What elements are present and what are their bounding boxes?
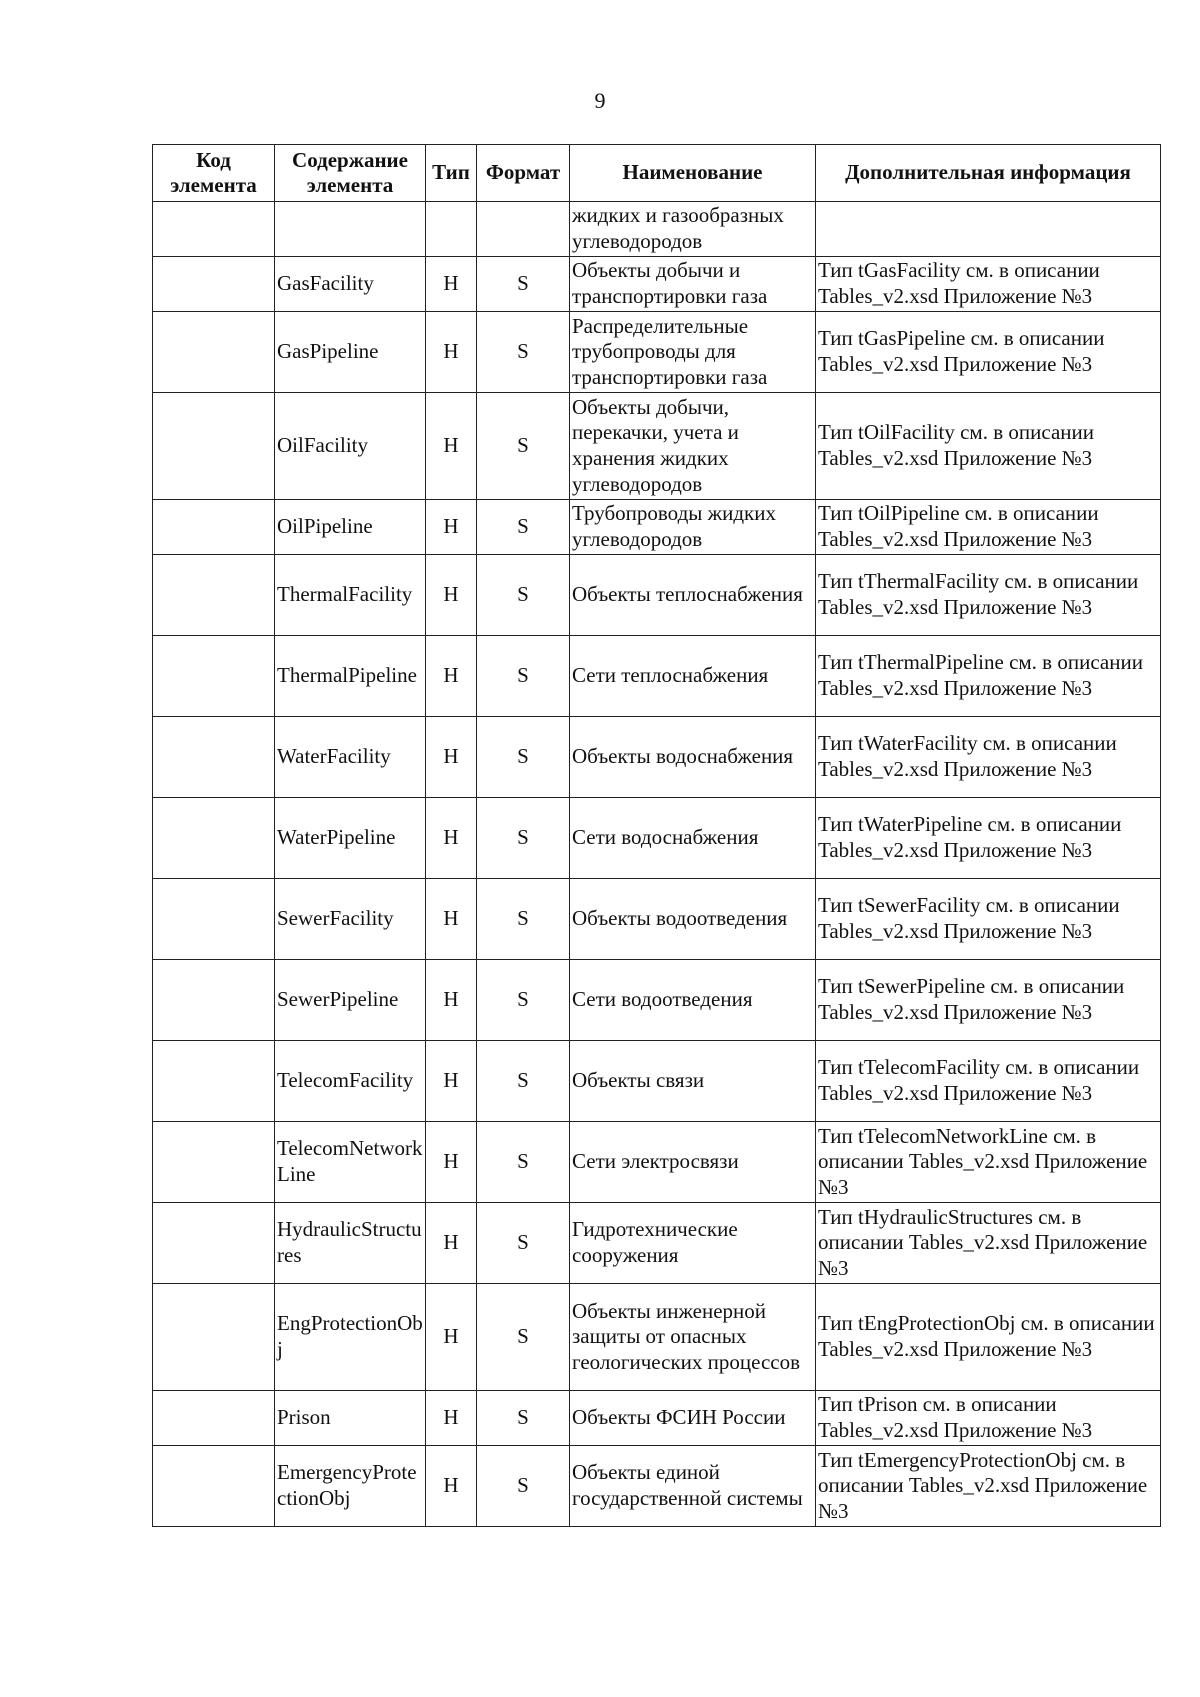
table-row bbox=[153, 879, 1161, 960]
cell-element: HydraulicStructures bbox=[275, 1203, 426, 1284]
cell-element: Prison bbox=[275, 1391, 426, 1446]
cell-format: S bbox=[477, 500, 570, 555]
cell-name: Объекты водоотведения bbox=[570, 879, 816, 960]
cell-format: S bbox=[477, 1446, 570, 1527]
cell-name: Сети водоснабжения bbox=[570, 798, 816, 879]
cell-info: Тип tOilFacility см. в описании Tables_v2.xsd Приложение №3 bbox=[816, 393, 1161, 500]
cell-info: Тип tGasFacility см. в описании Tables_v2.xsd Приложение №3 bbox=[816, 257, 1161, 312]
cell-info: Тип tWaterFacility см. в описании Tables_v2.xsd Приложение №3 bbox=[816, 717, 1161, 798]
cell-format: S bbox=[477, 555, 570, 636]
cell-code bbox=[153, 717, 275, 798]
table-row bbox=[153, 1446, 1161, 1527]
cell-element: TelecomNetworkLine bbox=[275, 1122, 426, 1203]
cell-type: Н bbox=[426, 1284, 477, 1391]
elements-table bbox=[152, 144, 1161, 1527]
cell-type: Н bbox=[426, 1041, 477, 1122]
cell-format: S bbox=[477, 1284, 570, 1391]
cell-code bbox=[153, 202, 275, 257]
cell-format: S bbox=[477, 960, 570, 1041]
table-row bbox=[153, 1203, 1161, 1284]
table-row bbox=[153, 636, 1161, 717]
cell-name: Объекты добычи, перекачки, учета и хранения жидких углеводородов bbox=[570, 393, 816, 500]
cell-code bbox=[153, 1203, 275, 1284]
table-row bbox=[153, 717, 1161, 798]
table-row bbox=[153, 798, 1161, 879]
cell-name: Объекты добычи и транспортировки газа bbox=[570, 257, 816, 312]
table-row bbox=[153, 960, 1161, 1041]
cell-element: TelecomFacility bbox=[275, 1041, 426, 1122]
cell-type: Н bbox=[426, 960, 477, 1041]
cell-code bbox=[153, 393, 275, 500]
cell-info: Тип tThermalPipeline см. в описании Tables_v2.xsd Приложение №3 bbox=[816, 636, 1161, 717]
cell-name: Распределительные трубопроводы для транспортировки газа bbox=[570, 312, 816, 393]
header-type: Тип bbox=[426, 145, 477, 202]
cell-info: Тип tWaterPipeline см. в описании Tables_v2.xsd Приложение №3 bbox=[816, 798, 1161, 879]
cell-name: Гидротехнические сооружения bbox=[570, 1203, 816, 1284]
cell-type: Н bbox=[426, 1203, 477, 1284]
cell-type: Н bbox=[426, 500, 477, 555]
cell-type: Н bbox=[426, 636, 477, 717]
cell-info: Тип tTelecomFacility см. в описании Tables_v2.xsd Приложение №3 bbox=[816, 1041, 1161, 1122]
cell-code bbox=[153, 879, 275, 960]
cell-info: Тип tSewerFacility см. в описании Tables_v2.xsd Приложение №3 bbox=[816, 879, 1161, 960]
cell-format bbox=[477, 202, 570, 257]
cell-name: Объекты водоснабжения bbox=[570, 717, 816, 798]
cell-element: SewerFacility bbox=[275, 879, 426, 960]
cell-info: Тип tGasPipeline см. в описании Tables_v2.xsd Приложение №3 bbox=[816, 312, 1161, 393]
cell-name: жидких и газообразных углеводородов bbox=[570, 202, 816, 257]
cell-code bbox=[153, 312, 275, 393]
cell-type: Н bbox=[426, 1122, 477, 1203]
cell-type: Н bbox=[426, 1446, 477, 1527]
cell-element: ThermalFacility bbox=[275, 555, 426, 636]
cell-code bbox=[153, 636, 275, 717]
cell-info: Тип tPrison см. в описании Tables_v2.xsd Приложение №3 bbox=[816, 1391, 1161, 1446]
table-row bbox=[153, 555, 1161, 636]
cell-format: S bbox=[477, 1203, 570, 1284]
cell-element: OilFacility bbox=[275, 393, 426, 500]
cell-element: OilPipeline bbox=[275, 500, 426, 555]
cell-element bbox=[275, 202, 426, 257]
cell-info: Тип tThermalFacility см. в описании Tables_v2.xsd Приложение №3 bbox=[816, 555, 1161, 636]
cell-code bbox=[153, 798, 275, 879]
cell-format: S bbox=[477, 1041, 570, 1122]
cell-info: Тип tOilPipeline см. в описании Tables_v2.xsd Приложение №3 bbox=[816, 500, 1161, 555]
cell-format: S bbox=[477, 636, 570, 717]
cell-name: Сети электросвязи bbox=[570, 1122, 816, 1203]
cell-element: WaterPipeline bbox=[275, 798, 426, 879]
cell-name: Объекты единой государственной системы bbox=[570, 1446, 816, 1527]
cell-element: GasFacility bbox=[275, 257, 426, 312]
table-row bbox=[153, 1284, 1161, 1391]
cell-type: Н bbox=[426, 1391, 477, 1446]
table-row bbox=[153, 202, 1161, 257]
cell-type: Н bbox=[426, 798, 477, 879]
cell-format: S bbox=[477, 1391, 570, 1446]
table-row bbox=[153, 1122, 1161, 1203]
cell-code bbox=[153, 500, 275, 555]
cell-code bbox=[153, 1284, 275, 1391]
cell-format: S bbox=[477, 257, 570, 312]
cell-info: Тип tHydraulicStructures см. в описании Tables_v2.xsd Приложение №3 bbox=[816, 1203, 1161, 1284]
cell-type: Н bbox=[426, 879, 477, 960]
cell-info: Тип tSewerPipeline см. в описании Tables_v2.xsd Приложение №3 bbox=[816, 960, 1161, 1041]
table-row bbox=[153, 312, 1161, 393]
cell-element: SewerPipeline bbox=[275, 960, 426, 1041]
cell-type: Н bbox=[426, 717, 477, 798]
cell-code bbox=[153, 1041, 275, 1122]
header-info: Дополнительная информация bbox=[816, 145, 1161, 202]
cell-type bbox=[426, 202, 477, 257]
cell-element: GasPipeline bbox=[275, 312, 426, 393]
cell-element: EngProtectionObj bbox=[275, 1284, 426, 1391]
cell-name: Сети теплоснабжения bbox=[570, 636, 816, 717]
cell-format: S bbox=[477, 717, 570, 798]
cell-name: Объекты ФСИН России bbox=[570, 1391, 816, 1446]
table-row bbox=[153, 393, 1161, 500]
cell-type: Н bbox=[426, 555, 477, 636]
cell-info: Тип tEmergencyProtectionObj см. в описании Tables_v2.xsd Приложение №3 bbox=[816, 1446, 1161, 1527]
cell-format: S bbox=[477, 1122, 570, 1203]
cell-element: WaterFacility bbox=[275, 717, 426, 798]
cell-format: S bbox=[477, 879, 570, 960]
cell-format: S bbox=[477, 312, 570, 393]
cell-element: ThermalPipeline bbox=[275, 636, 426, 717]
cell-format: S bbox=[477, 393, 570, 500]
cell-code bbox=[153, 1122, 275, 1203]
page-number: 9 bbox=[594, 88, 606, 113]
cell-name: Объекты теплоснабжения bbox=[570, 555, 816, 636]
cell-code bbox=[153, 1446, 275, 1527]
cell-code bbox=[153, 1391, 275, 1446]
header-content: Содержание элемента bbox=[275, 145, 426, 202]
cell-info: Тип tEngProtectionObj см. в описании Tables_v2.xsd Приложение №3 bbox=[816, 1284, 1161, 1391]
table-row bbox=[153, 1391, 1161, 1446]
cell-name: Сети водоотведения bbox=[570, 960, 816, 1041]
table-row bbox=[153, 500, 1161, 555]
cell-type: Н bbox=[426, 312, 477, 393]
header-code: Код элемента bbox=[153, 145, 275, 202]
table-row bbox=[153, 1041, 1161, 1122]
cell-type: Н bbox=[426, 257, 477, 312]
cell-name: Трубопроводы жидких углеводородов bbox=[570, 500, 816, 555]
cell-info bbox=[816, 202, 1161, 257]
cell-code bbox=[153, 555, 275, 636]
table-header-row bbox=[153, 145, 1161, 202]
cell-name: Объекты связи bbox=[570, 1041, 816, 1122]
table-row bbox=[153, 257, 1161, 312]
cell-element: EmergencyProtectionObj bbox=[275, 1446, 426, 1527]
cell-code bbox=[153, 257, 275, 312]
header-format: Формат bbox=[477, 145, 570, 202]
cell-info: Тип tTelecomNetworkLine см. в описании Tables_v2.xsd Приложение №3 bbox=[816, 1122, 1161, 1203]
cell-format: S bbox=[477, 798, 570, 879]
header-name: Наименование bbox=[570, 145, 816, 202]
cell-code bbox=[153, 960, 275, 1041]
cell-name: Объекты инженерной защиты от опасных геологических процессов bbox=[570, 1284, 816, 1391]
cell-type: Н bbox=[426, 393, 477, 500]
